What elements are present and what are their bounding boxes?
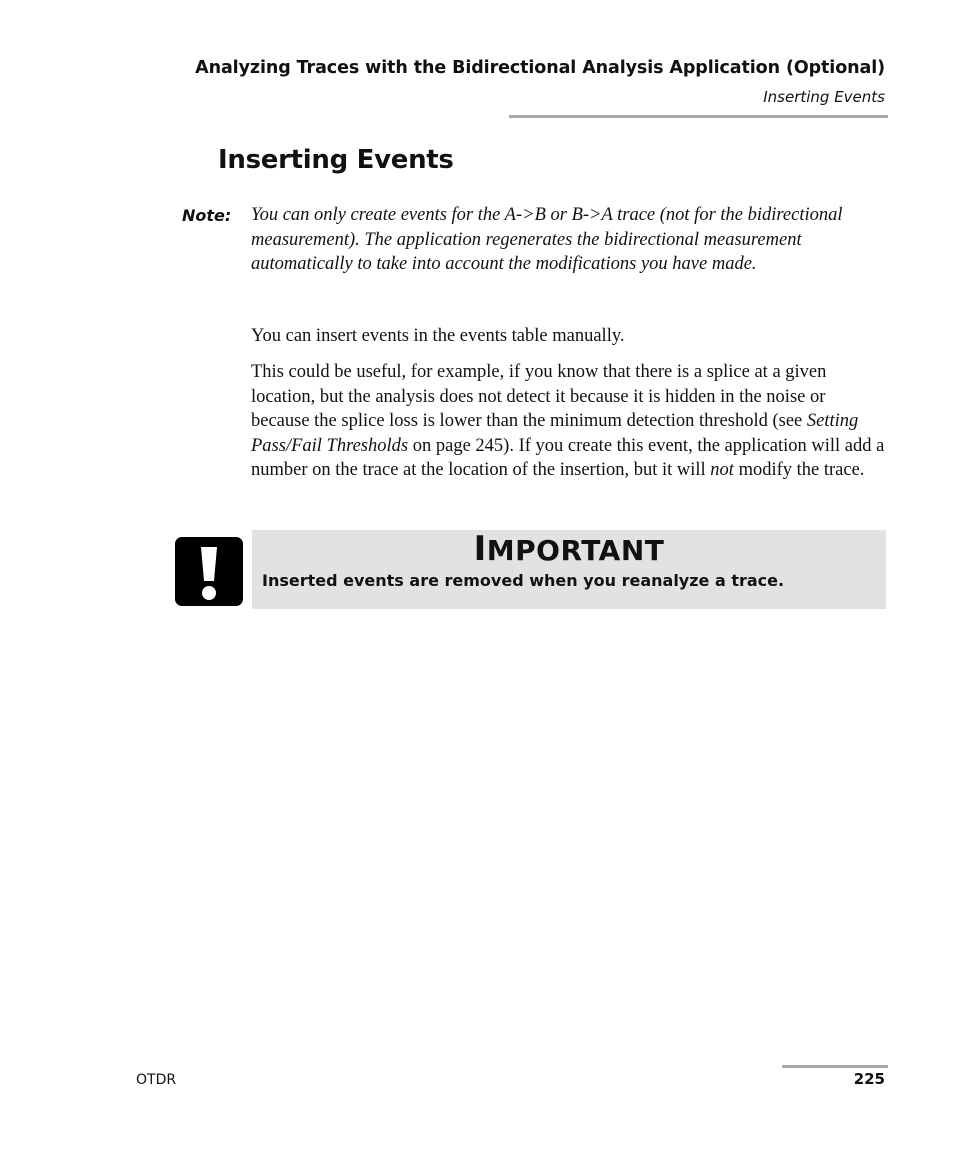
- important-box: [252, 530, 886, 609]
- footer-product: OTDR: [136, 1072, 177, 1088]
- page-number: 225: [853, 1070, 885, 1088]
- important-title-initial: I: [473, 529, 487, 569]
- body-paragraph-2: [251, 360, 887, 483]
- header-rule: [509, 115, 888, 118]
- cross-reference-link: Setting Pass/Fail Thresholds: [251, 411, 859, 456]
- important-title: [252, 530, 886, 570]
- para2-text-b: on page 245). If you create this event, the application will add a number on the trace at the location of the insertion, but it will: [251, 435, 885, 481]
- para2-text-a: This could be useful, for example, if you know that there is a splice at a given location, but the analysis does not detect it because it is hidden in the noise or because the splice loss is lower than the minimum detection threshold (see: [251, 362, 827, 432]
- important-title-rest: MPORTANT: [486, 534, 665, 567]
- section-title: Inserting Events: [218, 145, 454, 175]
- important-text: Inserted events are removed when you reanalyze a trace.: [262, 571, 785, 590]
- para2-text-c: modify the trace.: [733, 460, 865, 481]
- note-label: Note:: [182, 206, 232, 225]
- running-chapter-title: Analyzing Traces with the Bidirectional Analysis Application (Optional): [195, 58, 885, 78]
- emphasis-not: not: [710, 460, 734, 481]
- running-section-ref: Inserting Events: [763, 88, 885, 106]
- exclamation-warning-icon: [175, 537, 243, 606]
- note-text: You can only create events for the A->B or B->A trace (not for the bidirectional measurement). The application regenerates the bidirectional measurement automatically to take into account the modifications you have made.: [251, 205, 843, 275]
- footer-rule: [782, 1065, 888, 1068]
- body-paragraph-1: You can insert events in the events table manually.: [251, 326, 625, 346]
